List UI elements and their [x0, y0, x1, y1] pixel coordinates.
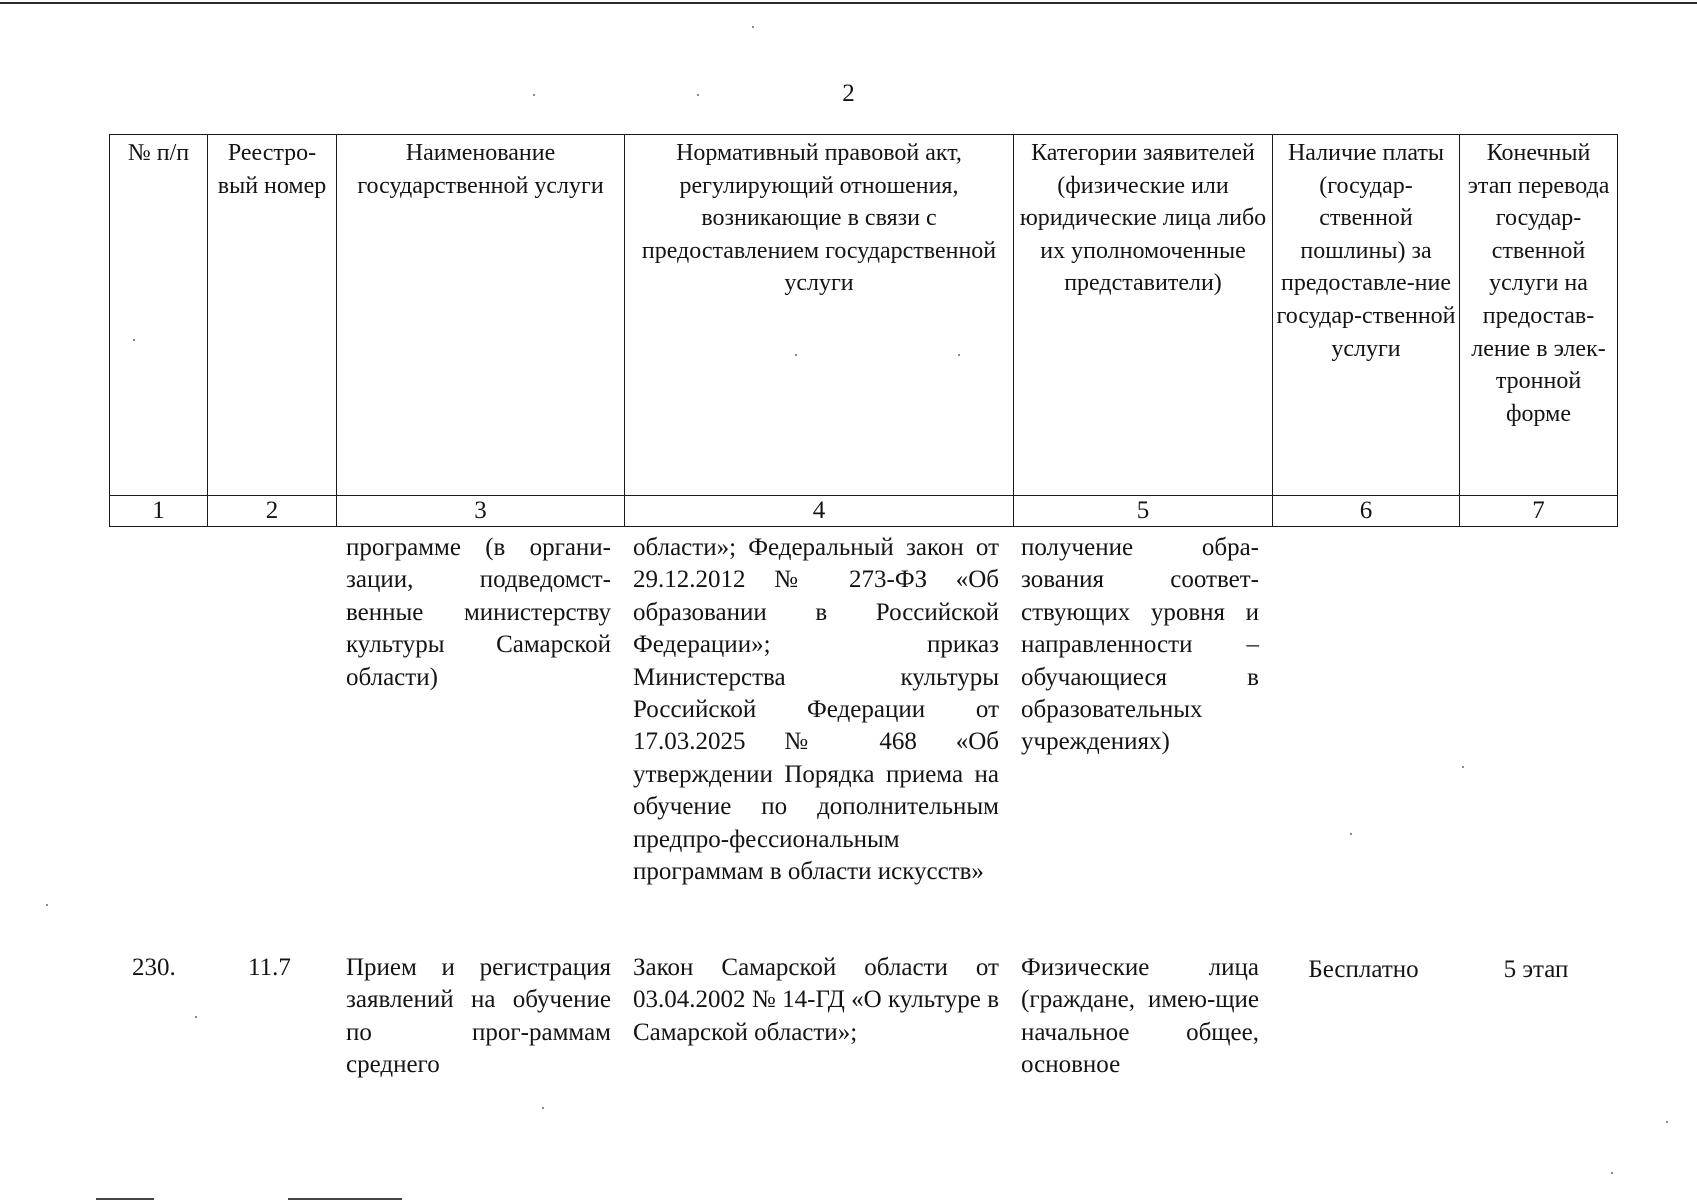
scan-speck: [697, 94, 699, 96]
scan-speck: [1666, 1121, 1668, 1123]
column-number: 7: [1460, 496, 1618, 527]
scan-speck: [1350, 833, 1352, 835]
header-cell-number: № п/п: [110, 135, 208, 496]
row-230-legal-act: Закон Самарской области от 03.04.2002 № 14-ГД «О культуре в Самарской области»;: [633, 954, 999, 1046]
scan-speck: [958, 354, 960, 356]
column-number: 1: [110, 496, 208, 527]
scan-speck: [795, 354, 797, 356]
row-230-fee: Бесплатно: [1308, 956, 1419, 983]
continuation-service-text: программе (в органи-зации, подведомст-венные министерству культуры Самарской области): [346, 534, 611, 691]
header-cell-final-stage: Конечный этап перевода государ-ственной услуги на предостав-ление в элек-тронной форме: [1460, 135, 1618, 496]
header-cell-registry: Реестро-вый номер: [208, 135, 337, 496]
row-230-applicants: Физические лица (граждане, имею-щие начальное общее, основное: [1021, 954, 1259, 1079]
column-number: 4: [625, 496, 1014, 527]
scan-edge: [0, 2, 1697, 4]
continuation-legal-act-text: области»; Федеральный закон от 29.12.2012 № 273-ФЗ «Об образовании в Российской Федерации»; приказ Министерства культуры Российской Федерации от 17.03.2025 № 468 «Об утверждении Порядка приема на обучение по дополнительным предпро-фессиональным программам в области искусств»: [633, 534, 999, 886]
row-230-stage: 5 этап: [1503, 956, 1569, 983]
row-230-number: 230.: [132, 954, 176, 981]
scan-speck: [46, 904, 48, 906]
header-cell-applicants: Категории заявителей (физические или юридические лица либо их уполномоченные представители): [1014, 135, 1273, 496]
continuation-applicants-text: получение обра-зования соответ-ствующих уровня и направленности – обучающиеся в образовательных учреждениях): [1021, 534, 1259, 756]
scan-speck: [1611, 1172, 1613, 1174]
header-cell-legal-act: Нормативный правовой акт, регулирующий отношения, возникающие в связи с предоставлением государственной услуги: [625, 135, 1014, 496]
row-230-registry: 11.7: [248, 954, 291, 981]
scan-speck: [533, 94, 535, 96]
scan-speck: [133, 339, 135, 341]
row-230-service: Прием и регистрация заявлений на обучение по прог-раммам среднего: [346, 954, 611, 1079]
header-cell-fee: Наличие платы (государ-ственной пошлины) за предоставле-ние государ-ственной услуги: [1273, 135, 1460, 496]
scan-speck: [542, 1107, 544, 1109]
page-number: 2: [842, 80, 855, 107]
scan-speck: [1462, 766, 1464, 768]
column-number: 6: [1273, 496, 1460, 527]
column-number: 5: [1014, 496, 1273, 527]
header-cell-service-name: Наименование государственной услуги: [337, 135, 625, 496]
scan-speck: [195, 1016, 197, 1018]
column-number: 2: [208, 496, 337, 527]
services-table-header: [109, 134, 1618, 527]
column-number: 3: [337, 496, 625, 527]
scan-speck: [752, 26, 754, 28]
